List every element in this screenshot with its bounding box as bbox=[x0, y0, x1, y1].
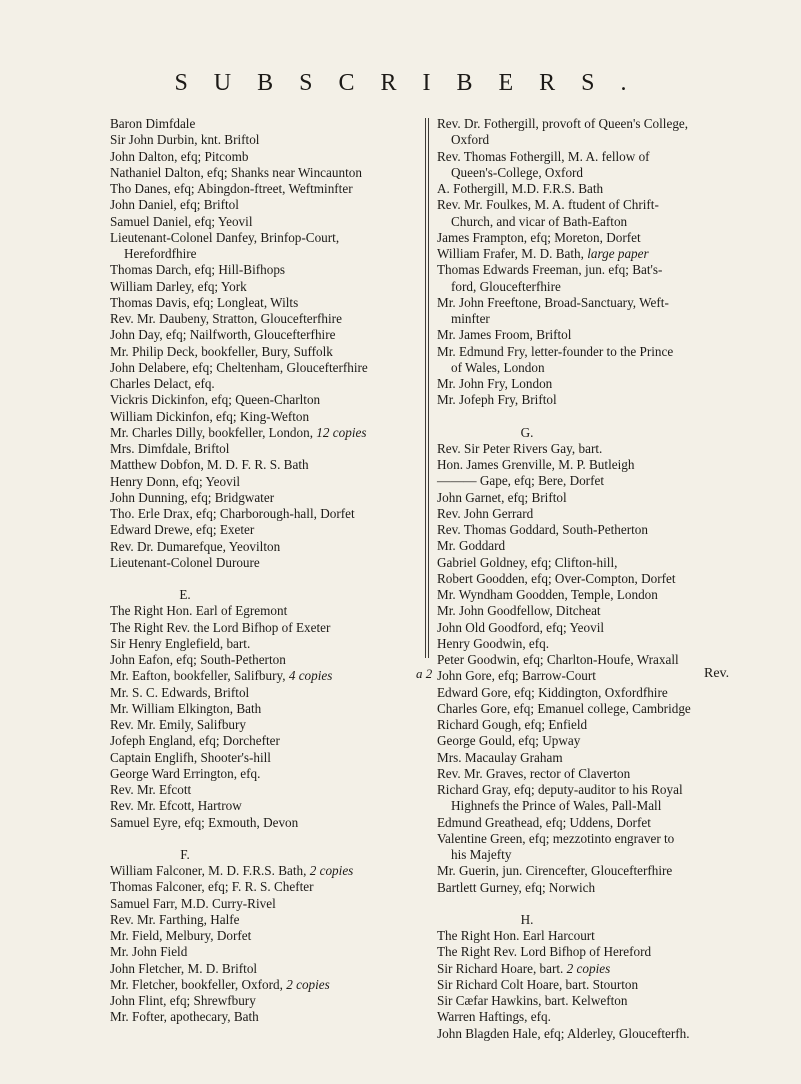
subscriber-entry bbox=[110, 603, 410, 619]
entry-text: Church, and vicar of Bath-Eafton bbox=[451, 213, 628, 229]
subscriber-entry bbox=[110, 539, 410, 555]
subscriber-entry bbox=[437, 668, 737, 684]
subscriber-entry bbox=[437, 636, 737, 652]
entry-text: Oxford bbox=[451, 132, 490, 148]
subscriber-entry bbox=[437, 522, 737, 538]
entry-text: Thomas Falconer, efq; F. R. S. Chefter bbox=[110, 879, 314, 895]
entry-text: Mr. Guerin, jun. Cirencefter, Gloucefterfhire bbox=[437, 863, 673, 879]
entry-text: ——— Gape, efq; Bere, Dorfet bbox=[437, 473, 604, 489]
subscriber-entry bbox=[110, 506, 410, 522]
subscriber-entry bbox=[437, 165, 737, 181]
subscriber-entry bbox=[437, 685, 737, 701]
subscriber-entry bbox=[437, 928, 737, 944]
entry-text: Rev. Mr. Graves, rector of Claverton bbox=[437, 765, 631, 781]
entry-text: Mr. Philip Deck, bookfeller, Bury, Suffolk bbox=[110, 343, 333, 359]
subscriber-entry bbox=[437, 311, 737, 327]
subscriber-entry bbox=[110, 214, 410, 230]
entry-text: Richard Gough, efq; Enfield bbox=[437, 717, 588, 732]
subscriber-entry bbox=[437, 538, 737, 554]
entry-text: Mr. Wyndham Goodden, Temple, London bbox=[437, 587, 658, 602]
subscriber-entry bbox=[110, 490, 410, 506]
subscriber-entry bbox=[110, 246, 410, 262]
subscriber-entry bbox=[437, 815, 737, 831]
entry-text: Captain Englifh, Shooter's-hill bbox=[110, 749, 271, 765]
subscriber-entry bbox=[110, 181, 410, 197]
subscriber-entry bbox=[110, 863, 410, 879]
entry-text: Highnefs the Prince of Wales, Pall-Mall bbox=[451, 798, 662, 814]
subscriber-entry bbox=[110, 636, 410, 652]
subscriber-entry bbox=[437, 295, 737, 311]
subscriber-entry bbox=[110, 1009, 410, 1025]
entry-text: F. bbox=[180, 846, 190, 862]
entry-text: G. bbox=[520, 424, 534, 440]
subscriber-entry bbox=[110, 262, 410, 278]
subscriber-entry bbox=[437, 571, 737, 587]
entry-text: Henry Goodwin, efq. bbox=[437, 635, 550, 651]
entry-text: Mr. Goddard bbox=[437, 538, 506, 554]
subscriber-entry bbox=[110, 782, 410, 798]
subscriber-entry bbox=[110, 912, 410, 928]
subscriber-entry bbox=[110, 457, 410, 473]
subscriber-entry bbox=[437, 441, 737, 457]
entry-text: Edward Drewe, efq; Exeter bbox=[110, 522, 255, 538]
subscriber-entry bbox=[110, 701, 410, 717]
entry-text: Jofeph England, efq; Dorchefter bbox=[110, 733, 280, 749]
subscriber-entry bbox=[437, 327, 737, 343]
subscriber-entry bbox=[437, 993, 737, 1009]
entry-text: Mrs. Dimfdale, Briftol bbox=[110, 441, 230, 456]
entry-text: Peter Goodwin, efq; Charlton-Houfe, Wraxall bbox=[437, 652, 679, 667]
subscriber-entry bbox=[110, 944, 410, 960]
subscriber-entry bbox=[110, 295, 410, 311]
entry-text: John Gore, efq; Barrow-Court bbox=[437, 668, 596, 684]
subscriber-entry bbox=[437, 392, 737, 408]
entry-text: Rev. Mr. Foulkes, M. A. ftudent of Chrift- bbox=[437, 197, 659, 213]
entry-text: John Eafon, efq; South-Petherton bbox=[110, 652, 286, 667]
subscriber-entry bbox=[437, 944, 737, 960]
entry-text: Mr. Edmund Fry, letter-founder to the Prince bbox=[437, 343, 674, 359]
entry-text: Samuel Daniel, efq; Yeovil bbox=[110, 213, 253, 229]
entry-text: Bartlett Gurney, efq; Norwich bbox=[437, 879, 596, 895]
subscriber-entry bbox=[437, 863, 737, 879]
subscriber-entry bbox=[437, 214, 737, 230]
entry-text: Queen's-College, Oxford bbox=[451, 164, 584, 180]
subscriber-entry bbox=[437, 490, 737, 506]
subscriber-entry bbox=[110, 685, 410, 701]
entry-text: Edward Gore, efq; Kiddington, Oxfordfhire bbox=[437, 684, 668, 700]
subscriber-entry bbox=[437, 473, 737, 489]
entry-text: Rev. Sir Peter Rivers Gay, bart. bbox=[437, 440, 603, 456]
subscriber-entry bbox=[437, 701, 737, 717]
subscriber-entry bbox=[110, 230, 410, 246]
subscriber-entry bbox=[110, 652, 410, 668]
subscriber-entry bbox=[437, 603, 737, 619]
entry-note: 2 copies bbox=[286, 976, 330, 992]
entry-text: John Delabere, efq; Cheltenham, Gloucefterfhire bbox=[110, 359, 368, 375]
entry-text: The Right Hon. Earl Harcourt bbox=[437, 928, 595, 943]
entry-text: Sir Richard Hoare, bart. bbox=[437, 960, 567, 976]
subscriber-entry bbox=[437, 977, 737, 993]
subscriber-entry bbox=[437, 1009, 737, 1025]
entry-text: Mr. Field, Melbury, Dorfet bbox=[110, 928, 252, 943]
section-letter bbox=[437, 409, 737, 441]
subscriber-entry bbox=[437, 197, 737, 213]
subscriber-entry bbox=[110, 425, 410, 441]
entry-text: John Old Goodford, efq; Yeovil bbox=[437, 619, 605, 635]
subscriber-entry bbox=[437, 652, 737, 668]
entry-text: Rev. Thomas Fothergill, M. A. fellow of bbox=[437, 148, 650, 164]
subscriber-entry bbox=[110, 750, 410, 766]
subscriber-entry bbox=[110, 928, 410, 944]
subscriber-entry bbox=[437, 1026, 737, 1042]
subscriber-entry bbox=[437, 620, 737, 636]
subscriber-entry bbox=[110, 896, 410, 912]
entry-text: Vickris Dickinfon, efq; Queen-Charlton bbox=[110, 392, 321, 408]
entry-text: Lieutenant-Colonel Danfey, Brinfop-Court, bbox=[110, 229, 340, 245]
entry-text: Mr. John Freeftone, Broad-Sanctuary, Weft- bbox=[437, 294, 669, 310]
entry-note: large paper bbox=[587, 246, 649, 261]
subscriber-entry bbox=[110, 993, 410, 1009]
subscriber-entry bbox=[437, 116, 737, 132]
entry-text: Rev. Mr. Efcott bbox=[110, 782, 192, 797]
entry-text: Hon. James Grenville, M. P. Butleigh bbox=[437, 457, 635, 472]
entry-text: E. bbox=[179, 587, 191, 602]
subscriber-entry bbox=[437, 961, 737, 977]
entry-text: John Blagden Hale, efq; Alderley, Gloucefterfh. bbox=[437, 1025, 690, 1041]
entry-text: John Dunning, efq; Bridgwater bbox=[110, 489, 275, 505]
entry-text: Tho. Erle Drax, efq; Charborough-hall, Dorfet bbox=[110, 506, 355, 521]
subscriber-entry bbox=[110, 668, 410, 684]
entry-text: John Flint, efq; Shrewfbury bbox=[110, 993, 256, 1008]
subscriber-entry bbox=[437, 279, 737, 295]
entry-text: The Right Rev. the Lord Bifhop of Exeter bbox=[110, 619, 331, 635]
entry-text: Valentine Green, efq; mezzotinto engraver to bbox=[437, 830, 675, 846]
subscriber-entry bbox=[437, 831, 737, 847]
entry-text: Rev. Thomas Goddard, South-Petherton bbox=[437, 522, 648, 537]
subscriber-entry bbox=[110, 116, 410, 132]
subscriber-entry bbox=[110, 279, 410, 295]
entry-text: Rev. Mr. Daubeny, Stratton, Gloucefterfhire bbox=[110, 311, 342, 326]
entry-text: Tho Danes, efq; Abingdon-ftreet, Weftminfter bbox=[110, 181, 353, 196]
catchword: Rev. bbox=[704, 666, 730, 681]
entry-text: H. bbox=[520, 911, 534, 927]
subscriber-entry bbox=[437, 132, 737, 148]
entry-text: Warren Haftings, efq. bbox=[437, 1009, 551, 1025]
entry-text: Mr. John Fry, London bbox=[437, 376, 553, 391]
entry-text: Gabriel Goldney, efq; Clifton-hill, bbox=[437, 554, 618, 570]
entry-text: minfter bbox=[451, 311, 490, 326]
subscriber-entry bbox=[437, 717, 737, 733]
column-rule bbox=[425, 118, 426, 658]
subscriber-entry bbox=[110, 376, 410, 392]
entry-text: Charles Gore, efq; Emanuel college, Cambridge bbox=[437, 700, 691, 716]
entry-text: his Majefty bbox=[451, 847, 512, 862]
entry-note: 12 copies bbox=[316, 424, 367, 440]
subscriber-entry bbox=[437, 181, 737, 197]
subscriber-entry bbox=[110, 149, 410, 165]
section-letter bbox=[437, 896, 737, 928]
subscriber-entry bbox=[437, 344, 737, 360]
subscriber-entry bbox=[437, 880, 737, 896]
subscriber-entry bbox=[110, 798, 410, 814]
subscriber-entry bbox=[110, 766, 410, 782]
subscriber-entry bbox=[110, 522, 410, 538]
entry-text: Mr. Jofeph Fry, Briftol bbox=[437, 392, 557, 408]
entry-text: Sir Richard Colt Hoare, bart. Stourton bbox=[437, 976, 639, 992]
subscriber-entry bbox=[437, 506, 737, 522]
entry-text: Rev. John Gerrard bbox=[437, 505, 534, 521]
entry-note: 2 copies bbox=[566, 960, 611, 976]
entry-text: Mr. Fletcher, bookfeller, Oxford, bbox=[110, 976, 287, 992]
subscriber-entry bbox=[110, 197, 410, 213]
right-column bbox=[437, 116, 737, 1042]
subscriber-entry bbox=[437, 587, 737, 603]
page-heading: SUBSCRIBERS. bbox=[174, 70, 653, 96]
entry-text: Samuel Farr, M.D. Curry-Rivel bbox=[110, 895, 276, 911]
section-letter bbox=[110, 571, 410, 603]
entry-text: Thomas Edwards Freeman, jun. efq; Bat's- bbox=[437, 262, 663, 278]
entry-text: A. Fothergill, M.D. F.R.S. Bath bbox=[437, 181, 604, 196]
subscriber-entry bbox=[110, 409, 410, 425]
entry-note: 4 copies bbox=[288, 668, 333, 684]
entry-text: John Fletcher, M. D. Briftol bbox=[110, 960, 258, 976]
entry-text: Thomas Davis, efq; Longleat, Wilts bbox=[110, 294, 299, 310]
entry-text: Mr. James Froom, Briftol bbox=[437, 327, 572, 343]
entry-text: Edmund Greathead, efq; Uddens, Dorfet bbox=[437, 814, 651, 830]
subscriber-entry bbox=[110, 327, 410, 343]
entry-text: Mr. John Field bbox=[110, 944, 188, 960]
entry-text: Samuel Eyre, efq; Exmouth, Devon bbox=[110, 814, 299, 830]
entry-text: John Day, efq; Nailfworth, Gloucefterfhire bbox=[110, 327, 336, 343]
entry-text: William Falconer, M. D. F.R.S. Bath, bbox=[110, 863, 310, 878]
subscriber-entry bbox=[437, 262, 737, 278]
subscriber-entry bbox=[110, 961, 410, 977]
entry-text: Robert Goodden, efq; Over-Compton, Dorfet bbox=[437, 570, 676, 586]
subscriber-entry bbox=[437, 457, 737, 473]
entry-text: Mr. S. C. Edwards, Briftol bbox=[110, 684, 250, 700]
entry-text: Matthew Dobfon, M. D. F. R. S. Bath bbox=[110, 457, 309, 473]
subscriber-entry bbox=[110, 815, 410, 831]
entry-text: Richard Gray, efq; deputy-auditor to his Royal bbox=[437, 782, 683, 797]
entry-text: ford, Gloucefterfhire bbox=[451, 278, 561, 294]
signature-mark: a 2 bbox=[416, 666, 433, 681]
entry-note: 2 copies bbox=[309, 863, 354, 878]
entry-text: William Darley, efq; York bbox=[110, 278, 247, 294]
entry-text: Rev. Mr. Efcott, Hartrow bbox=[110, 798, 242, 814]
entry-text: George Ward Errington, efq. bbox=[110, 765, 261, 781]
subscriber-entry bbox=[437, 246, 737, 262]
entry-text: Rev. Mr. Farthing, Halfe bbox=[110, 911, 240, 927]
entry-text: Mr. Fofter, apothecary, Bath bbox=[110, 1009, 259, 1025]
entry-text: The Right Hon. Earl of Egremont bbox=[110, 603, 288, 619]
entry-text: Herefordfhire bbox=[124, 246, 197, 261]
entry-text: Mrs. Macaulay Graham bbox=[437, 749, 563, 765]
left-column bbox=[110, 116, 410, 1026]
subscriber-entry bbox=[110, 474, 410, 490]
subscriber-entry bbox=[110, 360, 410, 376]
entry-text: Thomas Darch, efq; Hill-Bifhops bbox=[110, 262, 286, 278]
subscriber-entry bbox=[437, 360, 737, 376]
subscriber-entry bbox=[110, 620, 410, 636]
subscriber-entry bbox=[437, 766, 737, 782]
entry-text: Mr. Eafton, bookfeller, Salifbury, bbox=[110, 668, 289, 684]
subscriber-entry bbox=[437, 798, 737, 814]
entry-text: George Gould, efq; Upway bbox=[437, 733, 581, 749]
entry-text: John Dalton, efq; Pitcomb bbox=[110, 148, 249, 164]
subscriber-entry bbox=[437, 847, 737, 863]
subscriber-entry bbox=[437, 782, 737, 798]
entry-text: Mr. John Goodfellow, Ditcheat bbox=[437, 603, 601, 619]
entry-text: Charles Delact, efq. bbox=[110, 376, 215, 391]
subscriber-entry bbox=[110, 977, 410, 993]
subscriber-entry bbox=[110, 311, 410, 327]
subscriber-entry bbox=[437, 149, 737, 165]
subscriber-entry bbox=[110, 717, 410, 733]
entry-text: Mr. Charles Dilly, bookfeller, London, bbox=[110, 424, 317, 440]
subscriber-entry bbox=[437, 733, 737, 749]
subscriber-entry bbox=[110, 733, 410, 749]
entry-text: James Frampton, efq; Moreton, Dorfet bbox=[437, 229, 641, 245]
entry-text: of Wales, London bbox=[451, 359, 545, 375]
subscriber-entry bbox=[110, 555, 410, 571]
subscriber-entry bbox=[437, 230, 737, 246]
entry-text: Nathaniel Dalton, efq; Shanks near Wincaunton bbox=[110, 164, 362, 180]
entry-text: Sir John Durbin, knt. Briftol bbox=[110, 132, 260, 148]
entry-text: The Right Rev. Lord Bifhop of Hereford bbox=[437, 944, 652, 960]
entry-text: John Garnet, efq; Briftol bbox=[437, 489, 567, 505]
entry-text: Sir Henry Englefield, bart. bbox=[110, 635, 251, 651]
subscriber-entry bbox=[110, 165, 410, 181]
entry-text: Rev. Dr. Dumarefque, Yeovilton bbox=[110, 538, 281, 554]
subscriber-entry bbox=[437, 376, 737, 392]
column-rule-inner bbox=[428, 118, 429, 658]
subscriber-entry bbox=[110, 392, 410, 408]
subscriber-entry bbox=[110, 441, 410, 457]
entry-text: John Daniel, efq; Briftol bbox=[110, 197, 239, 213]
entry-text: Baron Dimfdale bbox=[110, 116, 196, 131]
subscriber-entry bbox=[437, 555, 737, 571]
subscriber-entry bbox=[437, 750, 737, 766]
entry-text: Rev. Mr. Emily, Salifbury bbox=[110, 717, 247, 732]
section-letter bbox=[110, 831, 410, 863]
entry-text: Rev. Dr. Fothergill, provoft of Queen's College, bbox=[437, 116, 689, 131]
entry-text: Lieutenant-Colonel Duroure bbox=[110, 554, 260, 570]
subscriber-entry bbox=[110, 879, 410, 895]
subscriber-entry bbox=[110, 132, 410, 148]
entry-text: William Frafer, M. D. Bath, bbox=[437, 246, 588, 261]
entry-text: Henry Donn, efq; Yeovil bbox=[110, 473, 241, 489]
entry-text: Mr. William Elkington, Bath bbox=[110, 700, 262, 716]
subscriber-entry bbox=[110, 344, 410, 360]
entry-text: William Dickinfon, efq; King-Wefton bbox=[110, 408, 310, 424]
entry-text: Sir Cæfar Hawkins, bart. Kelwefton bbox=[437, 993, 628, 1008]
